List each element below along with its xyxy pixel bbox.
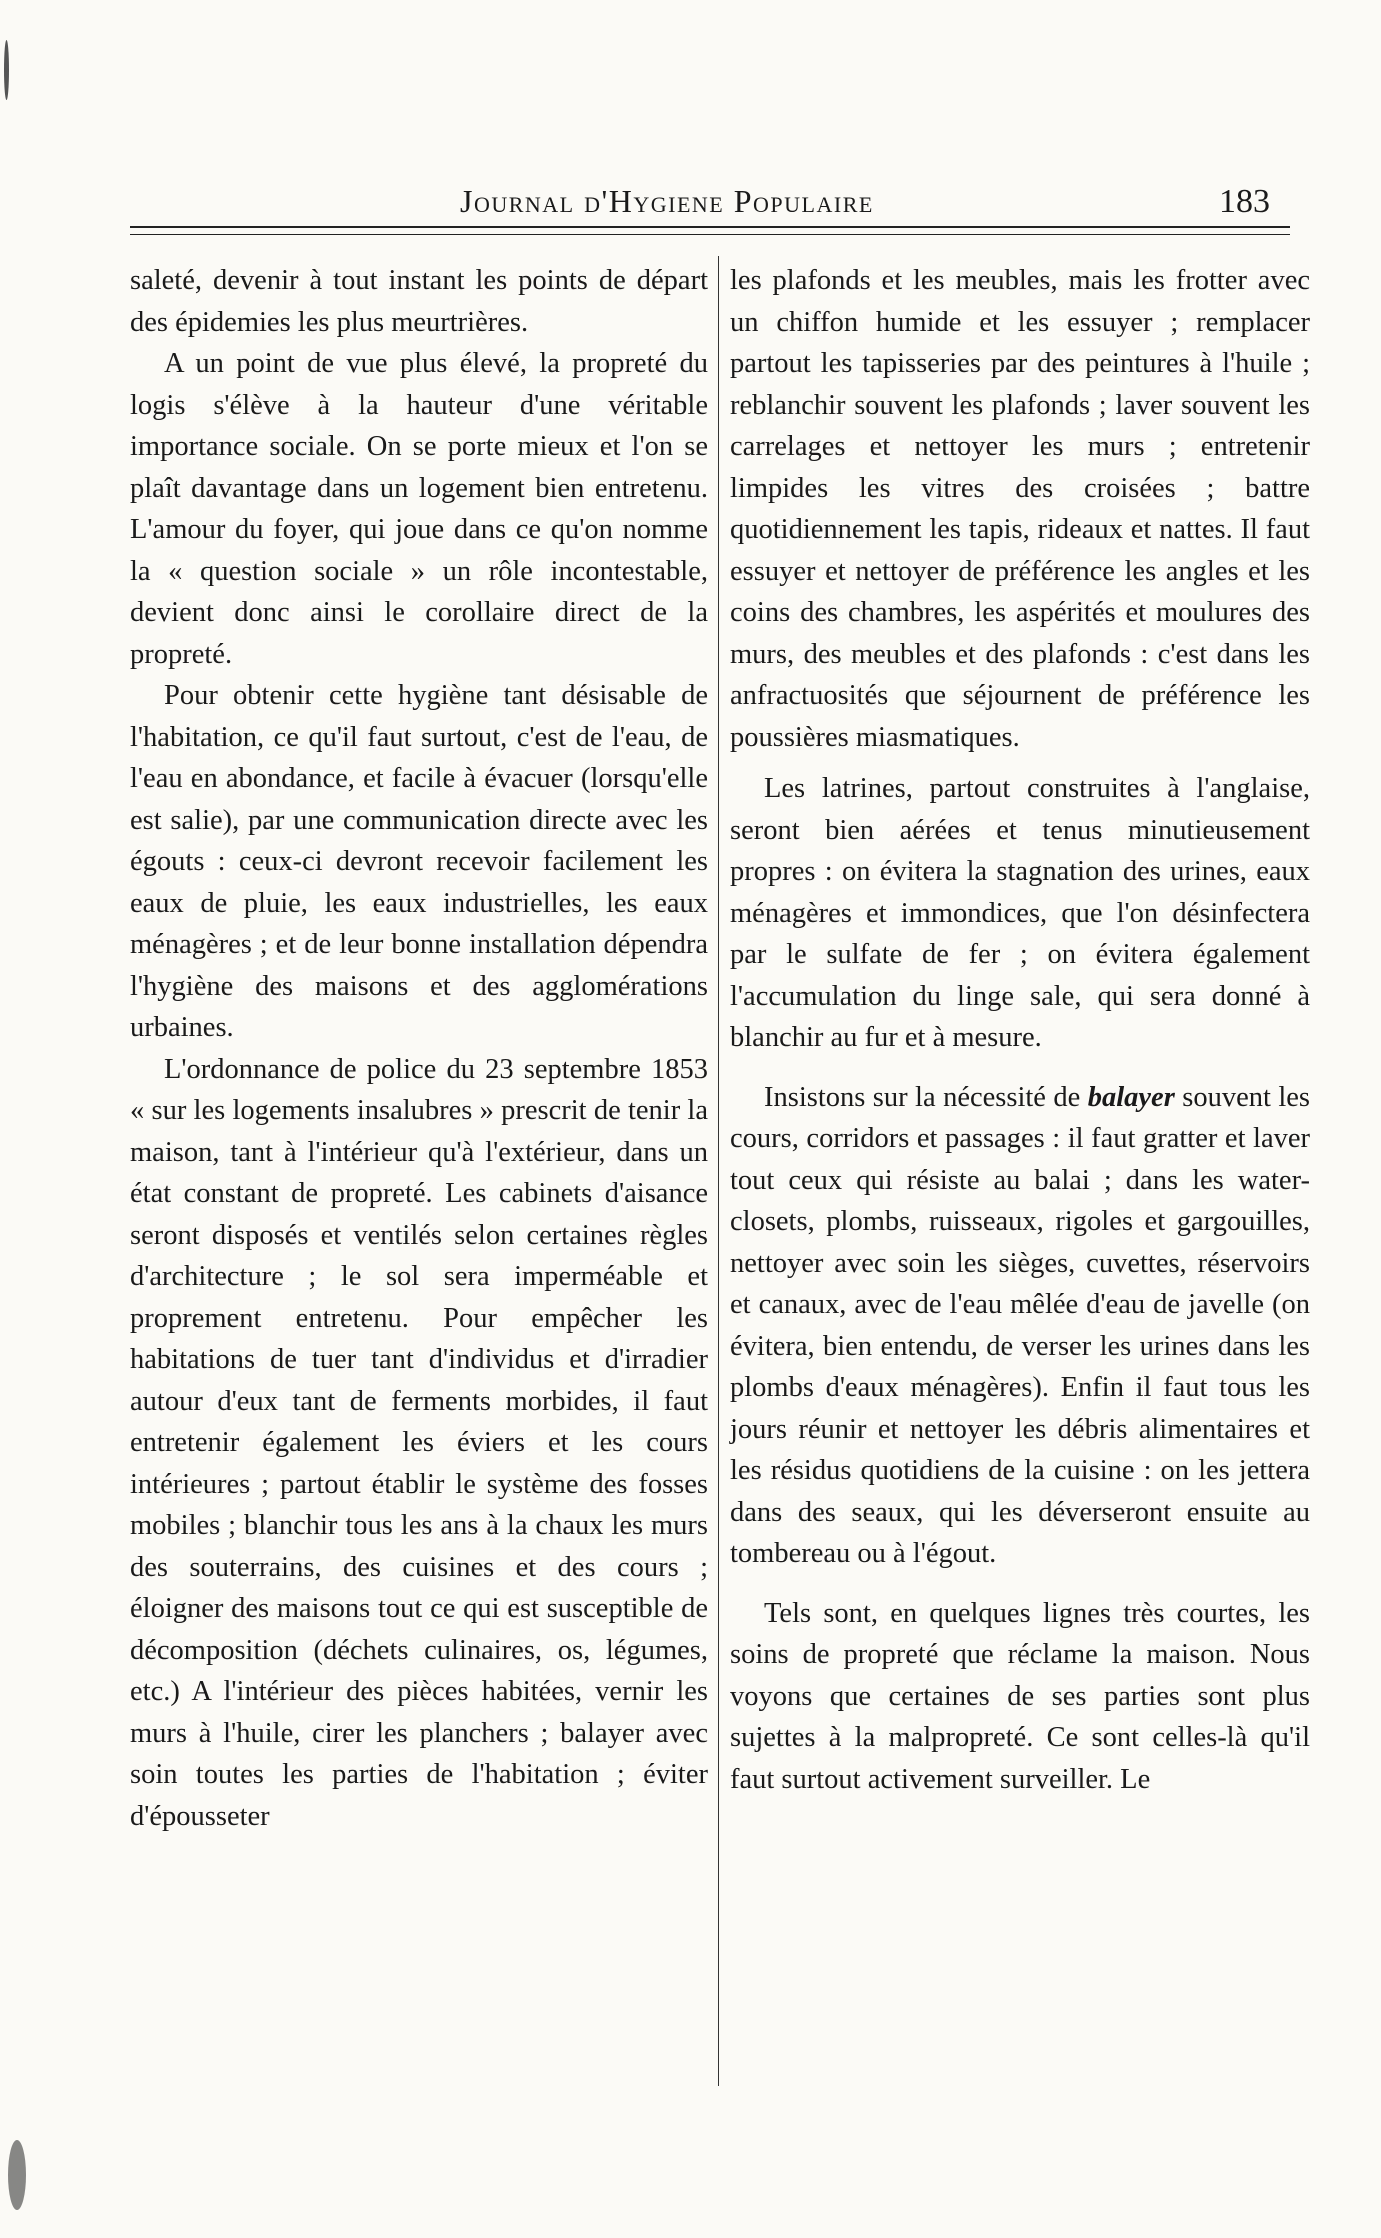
left-column xyxy=(130,260,708,1837)
header-rule-thick xyxy=(130,226,1290,228)
paragraph: saleté, devenir à tout instant les points de départ des épidemies les plus meurtrières. xyxy=(130,265,708,338)
scan-speck xyxy=(4,40,9,100)
paragraph: Tels sont, en quelques lignes très courtes, les soins de propreté que réclame la maison. Nous voyons que certaines de ses parties sont plus sujettes à la malpropreté. Ce sont celles-là qu'il faut surtout activement surveiller. Le xyxy=(730,1597,1310,1795)
page-number: 183 xyxy=(1219,183,1270,220)
emphasized-word: balayer xyxy=(1087,1081,1175,1113)
paragraph xyxy=(730,1077,1310,1575)
paragraph-text: Insistons sur la nécessité de xyxy=(764,1081,1081,1113)
paragraph: Les latrines, partout construites à l'anglaise, seront bien aérées et tenus minutieusement propres : on évitera la stagnation des urines, eaux ménagères et immondices, que l'on désinfectera par le sulfate de fer ; on évitera également l'accumulation du linge sale, qui sera donné à blanchir au fur et à mesure. xyxy=(730,773,1310,1053)
scan-speck xyxy=(8,2140,26,2210)
paragraph-text: souvent les cours, corridors et passages : il faut gratter et laver tout ceux qui résiste au balai ; dans les water-closets, plombs, ruisseaux, rigoles et gargouilles, nettoyer avec soin les sièges, cuvettes, réservoirs et canaux, avec de l'eau mêlée d'eau de javelle (on évitera, bien entendu, de verser les urines dans les plombs d'eaux ménagères). Enfin il faut tous les jours réunir et nettoyer les débris alimentaires et les résidus quotidiens de la cuisine : on les jettera dans des seaux, qui les déverseront ensuite au tombereau ou à l'égout. xyxy=(730,1081,1311,1569)
column-divider xyxy=(718,256,719,2086)
right-column xyxy=(730,260,1310,1800)
paragraph: les plafonds et les meubles, mais les frotter avec un chiffon humide et les essuyer ; remplacer partout les tapisseries par des peintures à l'huile ; reblanchir souvent les plafonds ; laver souvent les carrelages et nettoyer les murs ; entretenir limpides les vitres des croisées ; battre quotidiennement les tapis, rideaux et nattes. Il faut essuyer et nettoyer de préférence les angles et les coins des chambres, les aspérités et moulures des murs, des meubles et des plafonds : c'est dans les anfractuosités que séjournent de préférence les poussières miasmatiques. xyxy=(730,265,1310,753)
header-rule-thin xyxy=(130,234,1290,235)
paragraph: L'ordonnance de police du 23 septembre 1853 « sur les logements insalubres » prescrit de tenir la maison, tant à l'intérieur qu'à l'extérieur, dans un état constant de propreté. Les cabinets d'aisance seront disposés et ventilés selon certaines règles d'architecture ; le sol sera imperméable et proprement entretenu. Pour empêcher les habitations de tuer tant d'individus et d'irradier autour d'eux tant de ferments morbides, il faut entretenir également les éviers et les cours intérieures ; partout établir le système des fosses mobiles ; blanchir tous les ans à la chaux les murs des souterrains, des cuisines et des cours ; éloigner des maisons tout ce qui est susceptible de décomposition (déchets culinaires, os, légumes, etc.) A l'intérieur des pièces habitées, vernir les murs à l'huile, cirer les planchers ; balayer avec soin toutes les parties de l'habitation ; éviter d'épousseter xyxy=(130,1053,708,1832)
paragraph: A un point de vue plus élevé, la propreté du logis s'élève à la hauteur d'une véritable importance sociale. On se porte mieux et l'on se plaît davantage dans un logement bien entretenu. L'amour du foyer, qui joue dans ce qu'on nomme la « question sociale » un rôle incontestable, devient donc ainsi le corollaire direct de la propreté. xyxy=(130,348,708,670)
paragraph: Pour obtenir cette hygiène tant désisable de l'habitation, ce qu'il faut surtout, c'est de l'eau, de l'eau en abondance, et facile à évacuer (lorsqu'elle est salie), par une communication directe avec les égouts : ceux-ci devront recevoir facilement les eaux de pluie, les eaux industrielles, les eaux ménagères ; et de leur bonne installation dépendra l'hygiène des maisons et des agglomérations urbaines. xyxy=(130,680,708,1043)
running-title: Journal d'Hygiene Populaire xyxy=(460,183,874,219)
